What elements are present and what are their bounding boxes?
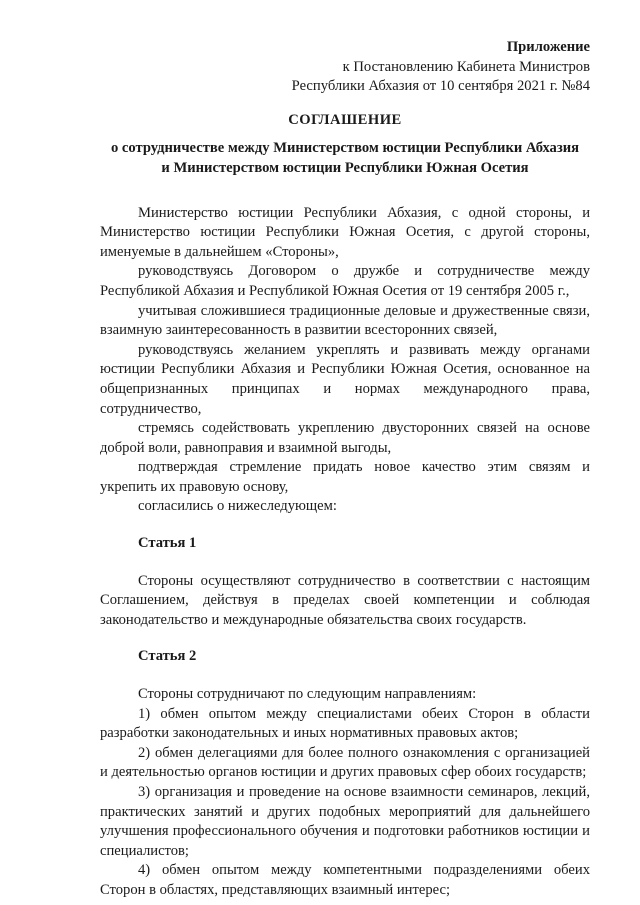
article-1-heading: Статья 1	[138, 535, 197, 552]
subtitle-line-2: и Министерством юстиции Республики Южная Осетия	[161, 159, 529, 176]
article-2-item: 3) организация и проведение на основе взаимности семинаров, лекций, практических занятий и других подобных мероприятий для дальнейшего улучшения профессионального обучения и подготовки работников юстиции и специалистов;	[100, 784, 590, 859]
article-2-heading: Статья 2	[138, 648, 197, 665]
appendix-line-2: Республики Абхазия от 10 сентября 2021 г. №84	[291, 78, 590, 95]
preamble-paragraph: учитывая сложившиеся традиционные деловые и дружественные связи, взаимную заинтересованность в развитии всесторонних связей,	[100, 302, 590, 339]
article-2-item: 1) обмен опытом между специалистами обеих Сторон в области разработки законодательных и иных нормативных правовых актов;	[100, 705, 590, 742]
preamble-paragraph: Министерство юстиции Республики Абхазия, с одной стороны, и Министерство юстиции Республики Южная Осетия, с другой стороны, именуемые в дальнейшем «Стороны»,	[100, 204, 590, 260]
preamble-paragraph: подтверждая стремление придать новое качество этим связям и укрепить их правовую основу,	[100, 459, 590, 495]
article-2-item: 2) обмен делегациями для более полного ознакомления с организацией и деятельностью органов юстиции и других правовых сфер обоих государств;	[100, 744, 590, 781]
preamble-paragraph: руководствуясь желанием укреплять и развивать между органами юстиции Республики Абхазия и Республики Южная Осетия, основанное на общепризнанных принципах и нормах международного права, сотрудничество,	[100, 341, 590, 417]
agreement-title: СОГЛАШЕНИЕ	[288, 111, 402, 128]
appendix-label: Приложение	[506, 39, 590, 55]
article-2-item: 4) обмен опытом между компетентными подразделениями обеих Сторон в областях, представляющих взаимный интерес;	[100, 862, 590, 898]
document-body	[100, 204, 590, 901]
article-1-text: Стороны осуществляют сотрудничество в соответствии с настоящим Соглашением, действуя в пределах своей компетенции и соблюдая законодательство и международные обязательства своих государств.	[100, 572, 590, 628]
appendix-line-1: к Постановлению Кабинета Министров	[342, 58, 590, 75]
preamble-paragraph: согласились о нижеследующем:	[138, 498, 337, 515]
preamble-paragraph: руководствуясь Договором о дружбе и сотрудничестве между Республикой Абхазия и Республикой Южная Осетия от 19 сентября 2005 г.,	[100, 263, 590, 299]
subtitle-line-1: о сотрудничестве между Министерством юстиции Республики Абхазия	[110, 140, 580, 157]
appendix-header	[100, 38, 590, 97]
article-2-intro: Стороны сотрудничают по следующим направлениям:	[138, 686, 477, 703]
preamble-paragraph: стремясь содействовать укреплению двусторонних связей на основе доброй воли, равноправия и взаимной выгоды,	[100, 420, 590, 456]
title-block	[100, 111, 590, 179]
agreement-subtitle	[100, 139, 590, 178]
